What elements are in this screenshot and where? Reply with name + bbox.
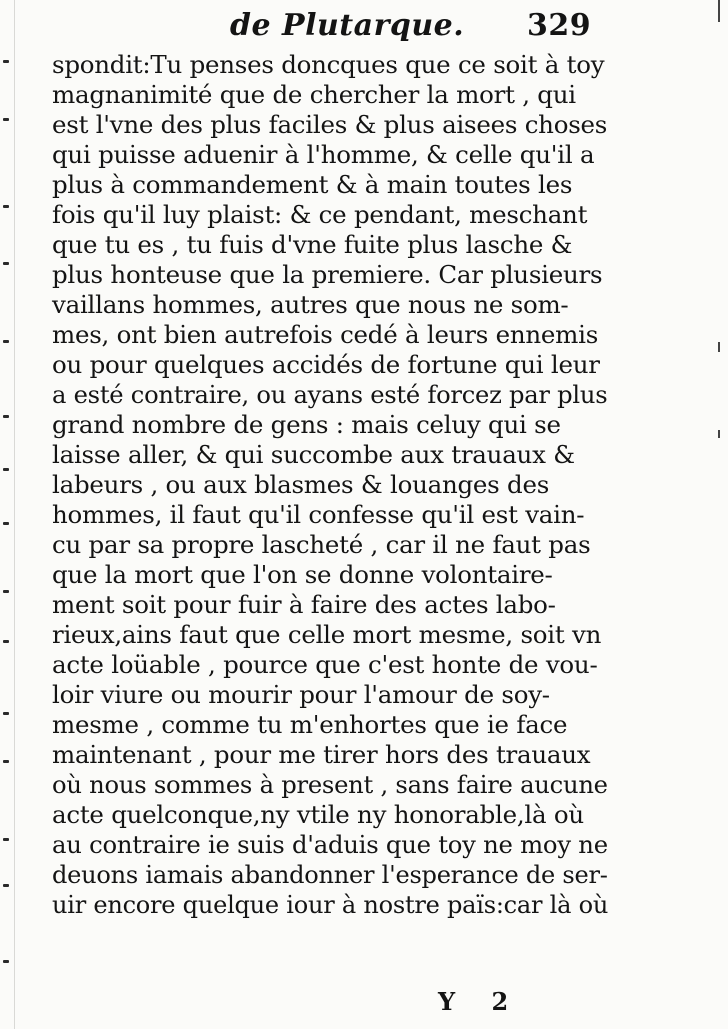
text-line: fois qu'il luy plaist: & ce pendant, meschant (52, 200, 588, 229)
gutter-mark (3, 960, 9, 963)
gutter-mark (3, 205, 9, 208)
text-line: au contraire ie suis d'aduis que toy ne moy ne (52, 830, 608, 859)
text-line: acte loüable , pource que c'est honte de vou- (52, 650, 598, 679)
text-line: loir viure ou mourir pour l'amour de soy- (52, 680, 550, 709)
right-edge-marks (698, 0, 728, 1029)
text-line: labeurs , ou aux blasmes & louanges des (52, 470, 550, 499)
gutter-mark (3, 118, 9, 121)
edge-mark (718, 0, 720, 22)
text-line: maintenant , pour me tirer hors des trauaux (52, 740, 591, 769)
text-line: ou pour quelques accidés de fortune qui leur (52, 350, 600, 379)
facing-page-gutter (0, 0, 22, 1029)
gutter-mark (3, 340, 9, 343)
body-text (52, 50, 608, 920)
text-line: ment soit pour fuir à faire des actes labo- (52, 590, 556, 619)
text-line: grand nombre de gens : mais celuy qui se (52, 410, 561, 439)
gutter-mark (3, 838, 9, 841)
text-line: que la mort que l'on se donne volontaire- (52, 560, 553, 589)
text-line: qui puisse aduenir à l'homme, & celle qu'il a (52, 140, 595, 169)
gutter-mark (3, 468, 9, 471)
text-line: magnanimité que de chercher la mort , qui (52, 80, 576, 109)
text-line: a esté contraire, ou ayans esté forcez par plus (52, 381, 608, 409)
text-line: rieux,ains faut que celle mort mesme, soit vn (52, 620, 602, 649)
edge-mark (718, 342, 720, 352)
gutter-mark (3, 640, 9, 643)
text-line: acte quelconque,ny vtile ny honorable,là où (52, 800, 584, 829)
text-line: est l'vne des plus faciles & plus aisees choses (52, 110, 608, 139)
running-title: de Plutarque. (230, 8, 465, 43)
gutter-fold-line (14, 0, 15, 1029)
text-line: deuons iamais abandonner l'esperance de ser- (52, 861, 608, 889)
text-line: que tu es , tu fuis d'vne fuite plus lasche & (52, 230, 573, 259)
text-line: vaillans hommes, autres que nous ne som- (52, 290, 569, 319)
gutter-mark (3, 262, 9, 265)
gutter-mark (3, 884, 9, 887)
gutter-mark (3, 60, 9, 63)
gutter-mark (3, 415, 9, 418)
text-line: cu par sa propre lascheté , car il ne faut pas (52, 530, 591, 559)
text-line: mesme , comme tu m'enhortes que ie face (52, 710, 568, 739)
text-line: hommes, il faut qu'il confesse qu'il est vain- (52, 500, 585, 529)
gutter-mark (3, 712, 9, 715)
text-line: uir encore quelque iour à nostre païs:car là où (52, 891, 609, 919)
page-number: 329 (527, 8, 592, 43)
gutter-mark (3, 522, 9, 525)
gutter-mark (3, 760, 9, 763)
page-header (230, 4, 610, 48)
gutter-mark (3, 590, 9, 593)
text-line: plus honteuse que la premiere. Car plusieurs (52, 260, 603, 289)
edge-mark (718, 430, 720, 438)
text-line: laisse aller, & qui succombe aux trauaux & (52, 440, 575, 469)
text-line: plus à commandement & à main toutes les (52, 170, 573, 199)
text-line: spondit:Tu penses doncques que ce soit à toy (52, 50, 605, 79)
text-line: où nous sommes à present , sans faire aucune (52, 770, 608, 799)
text-line: mes, ont bien autrefois cedé à leurs ennemis (52, 320, 599, 349)
signature-mark: Y 2 (438, 987, 523, 1016)
